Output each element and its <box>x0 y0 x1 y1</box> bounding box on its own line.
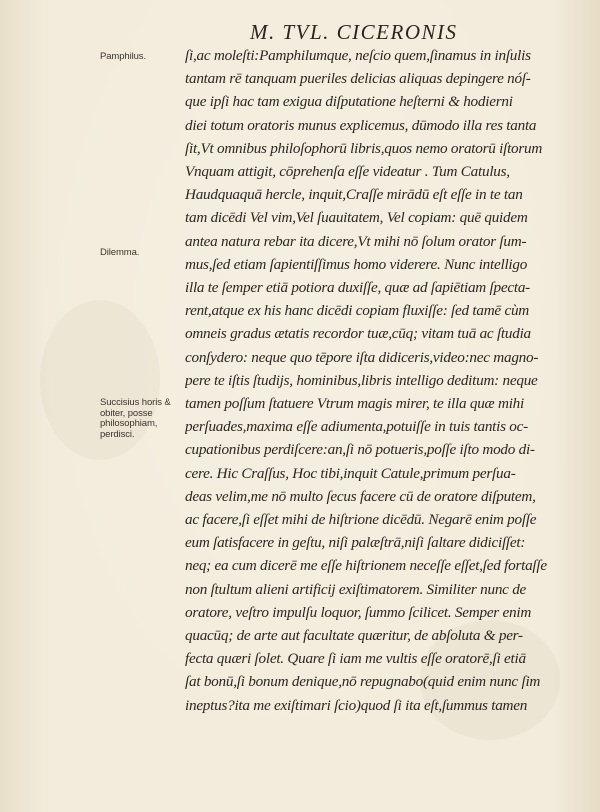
text-line: deas velim,me nō multo ſecus facere cū de oratore diſputem, <box>185 487 536 505</box>
text-line: ſat bonū,ſi bonum denique,nō repugnabo(quid enim nunc ſim <box>185 673 541 691</box>
margin-note-pamphilus: Pamphilus. <box>100 51 146 62</box>
text-line: fecta quæri ſolet. Quare ſi iam me vultis eſſe oratorē,ſi etiā <box>185 650 526 668</box>
margin-note-dilemma: Dilemma. <box>100 247 140 258</box>
text-line: neq; ea cum dicerē me eſſe hiſtrionem neceſſe eſſet,ſed fortaſſe <box>185 557 547 575</box>
text-line: Vnquam attigit, cōprehenſa eſſe videatur . Tum Catulus, <box>185 163 510 181</box>
text-line: eum ſatisfacere in geſtu, niſi palæſtrā,niſi ſaltare didiciſſet: <box>185 534 526 552</box>
text-line: que ipſi hac tam exigua diſputatione heſterni & hodierni <box>185 93 513 111</box>
text-line: rent,atque ex his hanc dicēdi copiam fluxiſſe: ſed tamē cùm <box>185 302 530 320</box>
margin-note-succisius: Succisius horis & obiter, posse philosophiam, perdisci. <box>100 397 171 440</box>
text-line: ſit,Vt omnibus philoſophorū libris,quos nemo oratorū iſtorum <box>185 139 543 157</box>
text-line: non ſtultum alieni artificij exiſtimatorem. Similiter nunc de <box>185 580 527 598</box>
text-line: tam dicēdi Vel vim,Vel ſuauitatem, Vel copiam: quē quidem <box>185 209 528 227</box>
main-text-block <box>185 44 577 717</box>
text-line: cupationibus perdiſcere:an,ſi nō potueris,poſſe iſto modo di- <box>185 441 535 459</box>
text-line: diei totum oratoris munus explicemus, dūmodo illa res tanta <box>185 116 537 134</box>
text-line: omneis gradus ætatis recordor tuæ,cūq; vitam tuā ac ſtudia <box>185 325 531 343</box>
text-line: illa te ſemper etiā potiora duxiſſe, quæ ad ſapiētiam ſpecta- <box>185 279 530 297</box>
text-line: pere te iſtis ſtudijs, hominibus,libris intelligo deditum: neque <box>185 371 538 389</box>
running-head: M. TVL. CICERONIS <box>250 20 458 44</box>
text-line: Haudquaquā hercle, inquit,Craſſe mirādū eſt eſſe in te tan <box>185 186 523 204</box>
text-line: cere. Hic Craſſus, Hoc tibi,inquit Catule,primum perſua- <box>185 464 516 482</box>
text-line: ac facere,ſi eſſet mihi de hiſtrione dicēdū. Negarē enim poſſe <box>185 511 537 529</box>
text-line: ineptus?ita me exiſtimari ſcio)quod ſi ita eſt,ſummus tamen <box>185 696 528 714</box>
text-line: mus,ſed etiam ſapientiſſimus homo viderere. Nunc intelligo <box>185 255 528 273</box>
text-line: ſi,ac moleſti:Pamphilumque, neſcio quem,ſinamus in inſulis <box>185 47 531 64</box>
text-line: oratore, veſtro impulſu loquor, ſummo ſcilicet. Semper enim <box>185 603 532 621</box>
text-line: tamen poſſum ſtatuere Vtrum magis mirer, te illa quæ mihi <box>185 395 524 413</box>
text-line: quacūq; de arte aut facultate quæritur, de abſoluta & per- <box>185 627 523 645</box>
text-line: perſuades,maxima eſſe adiumenta,potuiſſe in tuis tantis oc- <box>185 418 528 436</box>
text-line: antea natura rebar ita dicere,Vt mihi nō ſolum orator ſum- <box>185 232 527 250</box>
text-line: tantam rē tanquam pueriles delicias aliquas depingere nóſ- <box>185 70 531 88</box>
text-line: conſydero: neque quo tēpore iſta didiceris,video:nec magno- <box>185 348 539 366</box>
